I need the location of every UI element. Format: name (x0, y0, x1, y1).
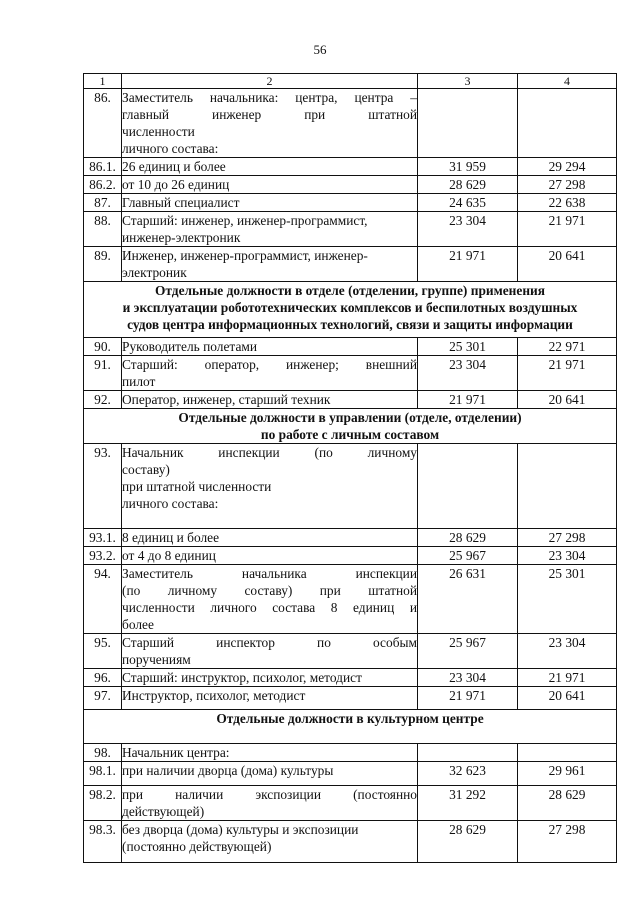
position-title-line: поручениям (122, 652, 191, 667)
position-title (122, 529, 418, 547)
table-row (84, 634, 617, 669)
column-header: 2 (122, 74, 418, 89)
position-title-line: 8 единиц и более (122, 530, 220, 545)
table-row (84, 194, 617, 212)
row-number: 86. (84, 89, 122, 158)
section-title (84, 710, 617, 744)
section-title (84, 409, 617, 444)
table-row (84, 212, 617, 247)
position-title-line: инженер-электроник (122, 230, 241, 245)
table-row (84, 391, 617, 409)
position-title-line: Инженер, инженер-программист, инженер- (122, 248, 368, 263)
salary-value-col4 (518, 444, 617, 529)
position-title-line: при наличии дворца (дома) культуры (122, 763, 334, 778)
table-row (84, 786, 617, 821)
table-row (84, 762, 617, 786)
salary-value-col3 (418, 89, 518, 158)
position-title (122, 194, 418, 212)
table-row (84, 158, 617, 176)
position-title (122, 338, 418, 356)
position-title (122, 786, 418, 821)
salary-value-col4: 23 304 (518, 634, 617, 669)
salary-value-col4: 27 298 (518, 176, 617, 194)
salary-value-col3: 23 304 (418, 669, 518, 687)
table-row (84, 669, 617, 687)
section-title-line: Отдельные должности в отделе (отделении, группе) применения (154, 283, 545, 298)
position-title-line: Старший инспектор по особым (122, 635, 417, 650)
table-row (84, 247, 617, 282)
position-title (122, 391, 418, 409)
salary-value-col3: 21 971 (418, 391, 518, 409)
position-title-line: без дворца (дома) культуры и экспозиции (122, 822, 359, 837)
position-title-line: Старший: инструктор, психолог, методист (122, 670, 362, 685)
salary-value-col3: 28 629 (418, 821, 518, 863)
position-title (122, 687, 418, 710)
position-title-line: Главный специалист (122, 195, 240, 210)
row-number: 96. (84, 669, 122, 687)
position-title-line: действующей) (122, 804, 205, 819)
position-title-line: от 10 до 26 единиц (122, 177, 230, 192)
position-title-line: личного состава: (122, 496, 219, 511)
position-title-line: Инструктор, психолог, методист (122, 688, 306, 703)
row-number: 86.2. (84, 176, 122, 194)
salary-value-col3: 31 292 (418, 786, 518, 821)
salary-table (83, 73, 617, 863)
position-title-line: при наличии экспозиции (постоянно (122, 787, 417, 802)
row-number: 88. (84, 212, 122, 247)
row-number: 98.1. (84, 762, 122, 786)
row-number: 93. (84, 444, 122, 529)
section-header-row (84, 282, 617, 338)
position-title (122, 158, 418, 176)
column-header: 4 (518, 74, 617, 89)
position-title-line: составу) (122, 462, 170, 477)
salary-value-col4 (518, 89, 617, 158)
position-title (122, 821, 418, 863)
position-title-line: 26 единиц и более (122, 159, 226, 174)
salary-value-col4: 21 971 (518, 212, 617, 247)
table-body (84, 89, 617, 863)
position-title (122, 444, 418, 529)
table-header-row (84, 74, 617, 89)
section-title-line: Отдельные должности в культурном центре (216, 711, 484, 726)
position-title (122, 565, 418, 634)
salary-value-col3: 21 971 (418, 247, 518, 282)
table-row (84, 821, 617, 863)
salary-value-col3: 25 967 (418, 547, 518, 565)
position-title (122, 176, 418, 194)
row-number: 95. (84, 634, 122, 669)
position-title-line: численности личного состава 8 единиц и (122, 600, 417, 615)
table-row (84, 176, 617, 194)
salary-value-col4: 28 629 (518, 786, 617, 821)
position-title-line: (по личному составу) при штатной (122, 583, 417, 598)
position-title-line: Старший: оператор, инженер; внешний (122, 357, 417, 372)
salary-value-col4: 29 294 (518, 158, 617, 176)
row-number: 97. (84, 687, 122, 710)
salary-value-col3: 25 967 (418, 634, 518, 669)
table-row (84, 529, 617, 547)
table-row (84, 89, 617, 158)
section-title-line: по работе с личным составом (260, 427, 440, 442)
table-row (84, 565, 617, 634)
salary-value-col3: 25 301 (418, 338, 518, 356)
salary-value-col3 (418, 744, 518, 762)
position-title-line: электроник (122, 265, 187, 280)
row-number: 93.1. (84, 529, 122, 547)
salary-value-col4: 20 641 (518, 687, 617, 710)
position-title-line: Старший: инженер, инженер-программист, (122, 213, 368, 228)
salary-value-col4: 22 971 (518, 338, 617, 356)
row-number: 92. (84, 391, 122, 409)
row-number: 87. (84, 194, 122, 212)
salary-value-col3: 23 304 (418, 212, 518, 247)
position-title-line: главный инженер при штатной (122, 107, 417, 122)
salary-value-col4: 23 304 (518, 547, 617, 565)
row-number: 91. (84, 356, 122, 391)
row-number: 94. (84, 565, 122, 634)
position-title-line: более (122, 617, 154, 632)
position-title (122, 89, 418, 158)
position-title-line: Начальник центра: (122, 745, 230, 760)
salary-value-col3 (418, 444, 518, 529)
position-title-line: численности (122, 124, 195, 139)
position-title-line: (постоянно действующей) (122, 839, 272, 854)
position-title (122, 212, 418, 247)
salary-value-col4: 25 301 (518, 565, 617, 634)
row-number: 98.2. (84, 786, 122, 821)
position-title (122, 762, 418, 786)
salary-value-col3: 23 304 (418, 356, 518, 391)
position-title-line: Руководитель полетами (122, 339, 258, 354)
section-title (84, 282, 617, 338)
row-number: 93.2. (84, 547, 122, 565)
column-header: 3 (418, 74, 518, 89)
position-title (122, 634, 418, 669)
position-title (122, 547, 418, 565)
salary-value-col4: 21 971 (518, 356, 617, 391)
position-title-line: Заместитель начальника: центра, центра – (122, 90, 417, 105)
row-number: 90. (84, 338, 122, 356)
table-row (84, 356, 617, 391)
section-header-row (84, 710, 617, 744)
position-title-line: пилот (122, 374, 156, 389)
section-header-row (84, 409, 617, 444)
page-number: 56 (313, 42, 327, 57)
salary-value-col4: 20 641 (518, 247, 617, 282)
position-title (122, 356, 418, 391)
position-title-line: Начальник инспекции (по личному (122, 445, 417, 460)
salary-value-col3: 24 635 (418, 194, 518, 212)
row-number: 89. (84, 247, 122, 282)
position-title-line: личного состава: (122, 141, 219, 156)
salary-value-col3: 26 631 (418, 565, 518, 634)
salary-value-col4: 27 298 (518, 529, 617, 547)
salary-value-col4: 20 641 (518, 391, 617, 409)
position-title-line: Заместитель начальника инспекции (122, 566, 417, 581)
section-title-line: и эксплуатации робототехнических комплексов и беспилотных воздушных (122, 300, 578, 315)
salary-value-col4 (518, 744, 617, 762)
salary-value-col3: 32 623 (418, 762, 518, 786)
section-title-line: судов центра информационных технологий, связи и защиты информации (127, 317, 573, 332)
table-row (84, 338, 617, 356)
row-number: 98.3. (84, 821, 122, 863)
salary-value-col3: 28 629 (418, 529, 518, 547)
table-row (84, 444, 617, 529)
position-title (122, 669, 418, 687)
row-number: 98. (84, 744, 122, 762)
salary-value-col3: 28 629 (418, 176, 518, 194)
section-title-line: Отдельные должности в управлении (отделе, отделении) (178, 410, 522, 425)
table-row (84, 744, 617, 762)
salary-value-col3: 31 959 (418, 158, 518, 176)
position-title (122, 247, 418, 282)
salary-value-col4: 29 961 (518, 762, 617, 786)
salary-value-col4: 22 638 (518, 194, 617, 212)
position-title-line: при штатной численности (122, 479, 272, 494)
table-row (84, 547, 617, 565)
position-title-line: Оператор, инженер, старший техник (122, 392, 331, 407)
position-title-line: от 4 до 8 единиц (122, 548, 216, 563)
position-title (122, 744, 418, 762)
salary-value-col3: 21 971 (418, 687, 518, 710)
salary-value-col4: 21 971 (518, 669, 617, 687)
row-number: 86.1. (84, 158, 122, 176)
salary-value-col4: 27 298 (518, 821, 617, 863)
column-header: 1 (84, 74, 122, 89)
table-row (84, 687, 617, 710)
